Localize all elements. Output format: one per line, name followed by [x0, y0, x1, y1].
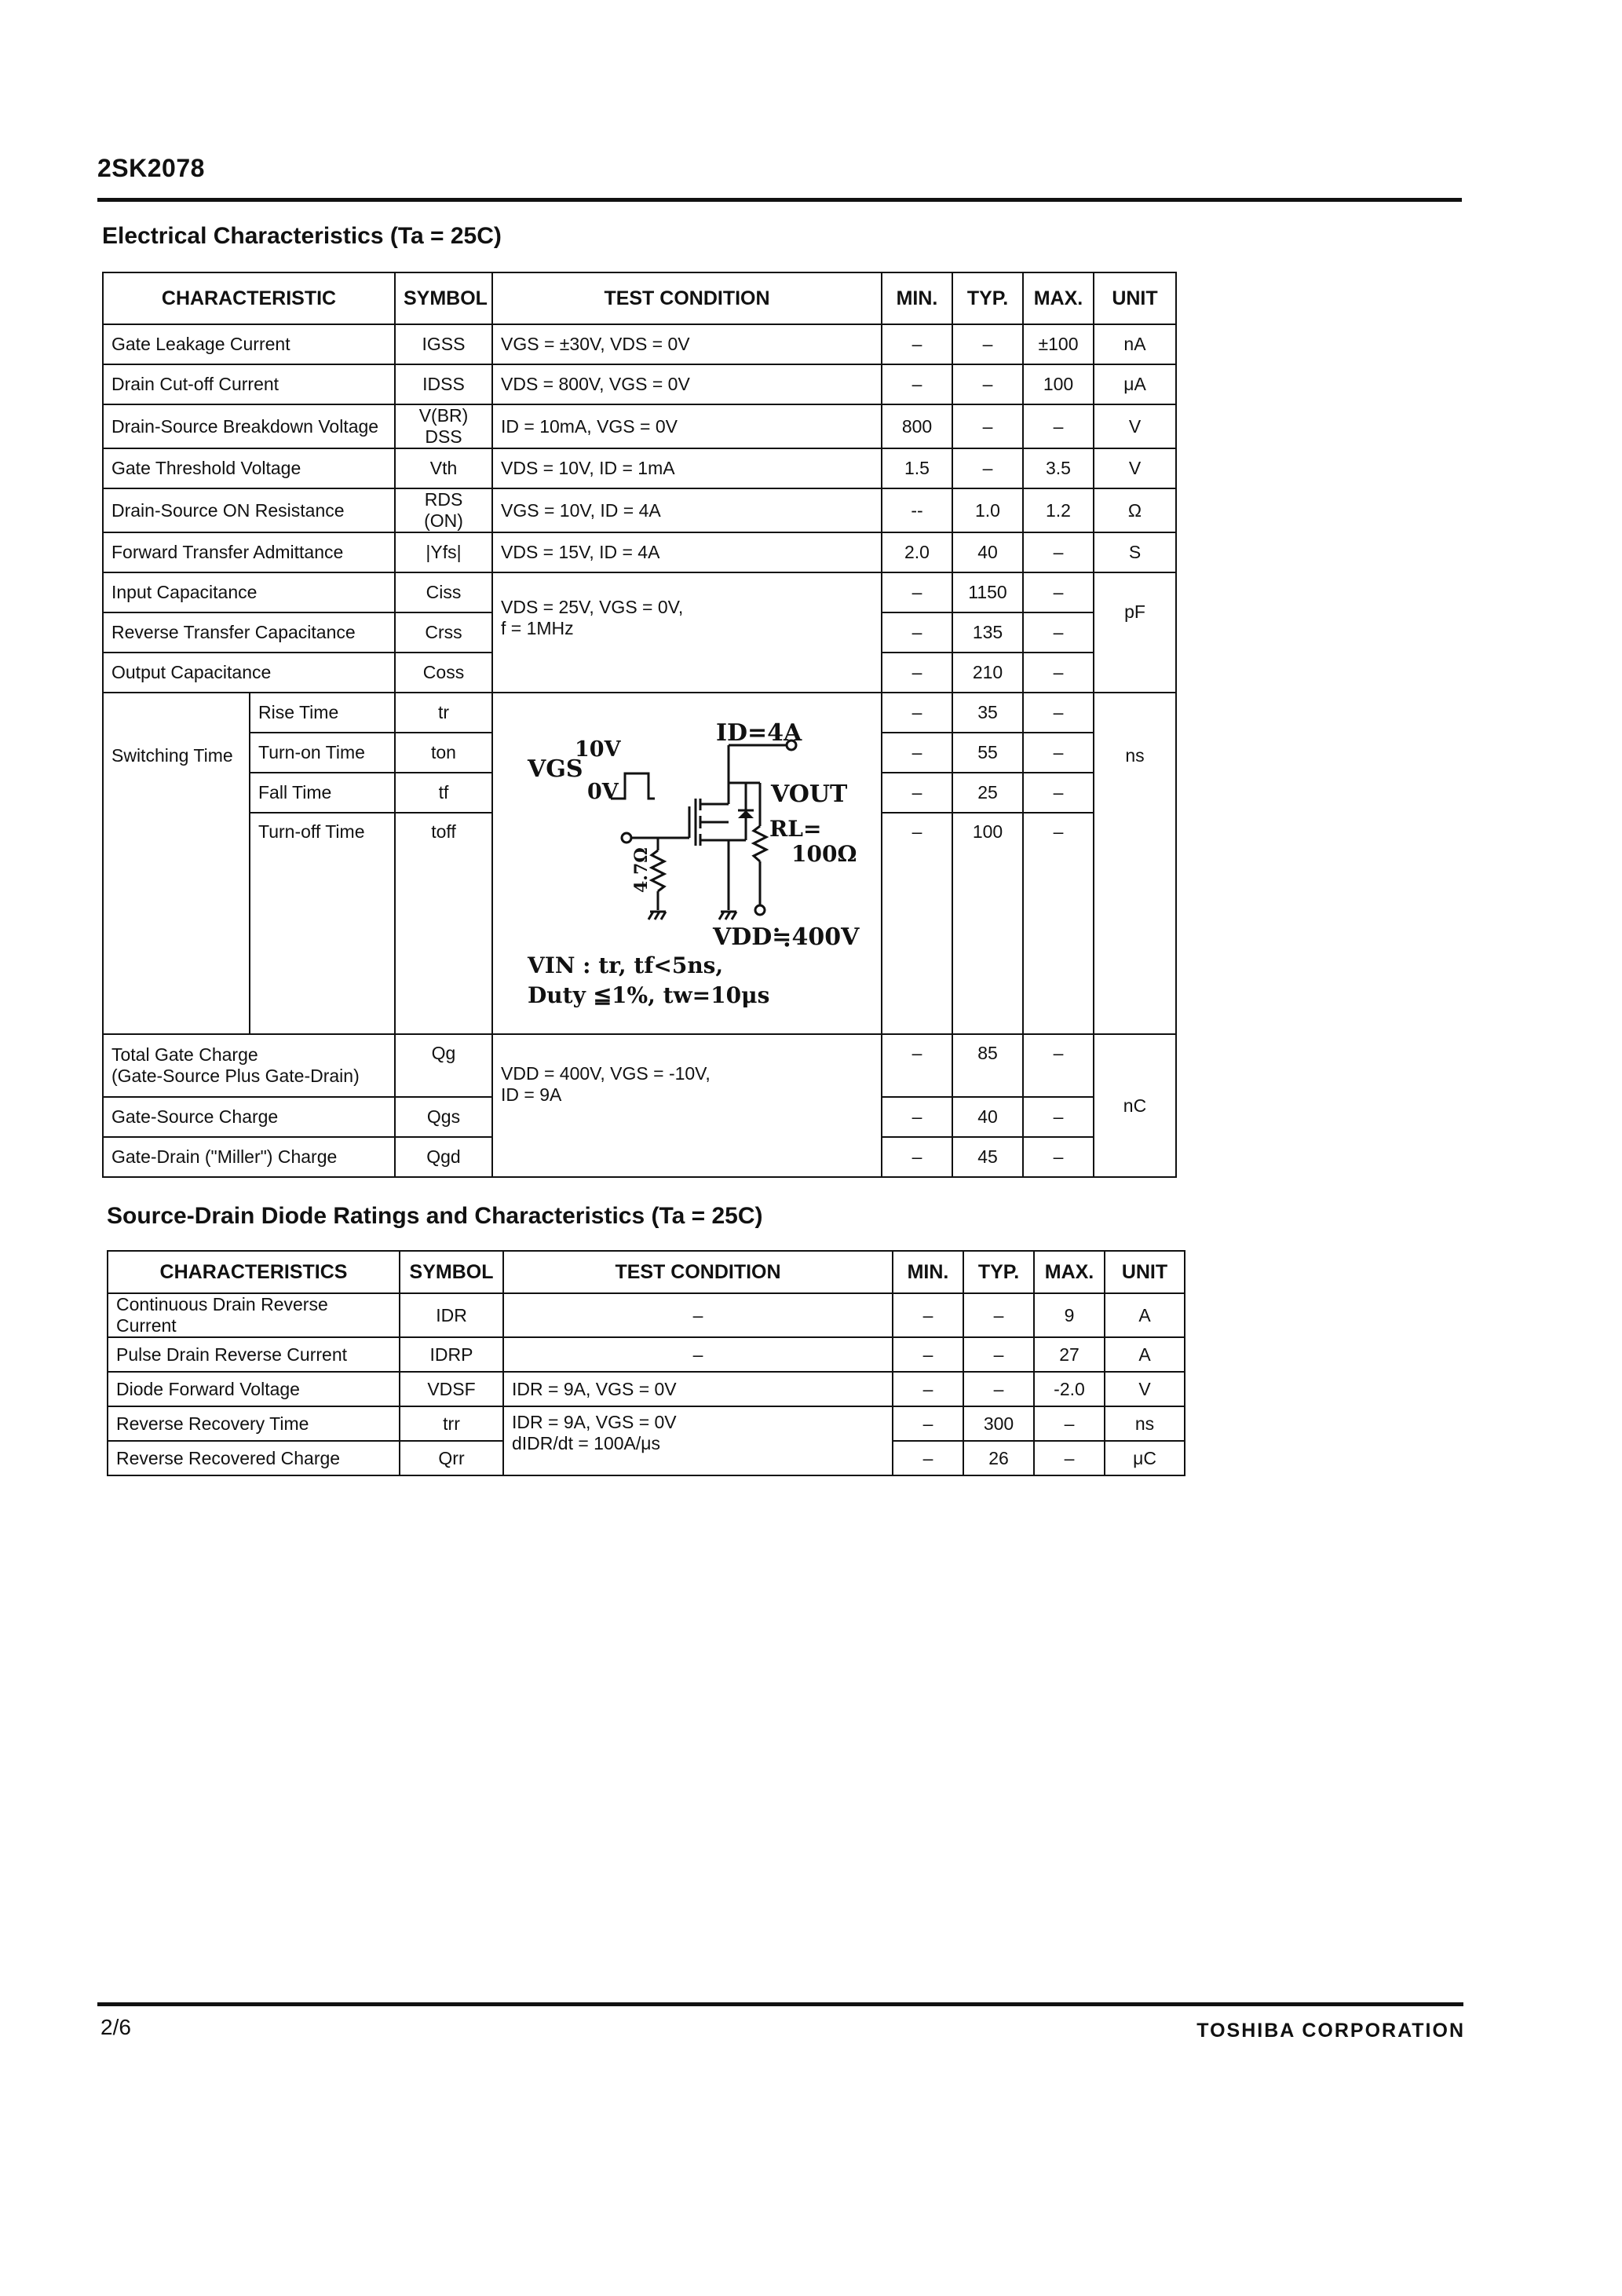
col-characteristics: CHARACTERISTICS	[108, 1251, 400, 1293]
switching-test-circuit	[492, 693, 882, 1034]
row-typ: –	[952, 404, 1023, 448]
circuit-rg: 4.7Ω	[631, 846, 652, 893]
circuit-note1: VIN : tr, tf<5ns,	[528, 952, 724, 978]
gate-charge-condition	[492, 1034, 882, 1177]
table-row	[103, 572, 1176, 612]
row-name: Gate-Drain ("Miller") Charge	[103, 1137, 395, 1177]
recovery-condition	[503, 1406, 893, 1475]
row-condition: IDR = 9A, VGS = 0V	[503, 1372, 893, 1406]
row-unit: μC	[1105, 1441, 1185, 1475]
row-symbol: Qg	[395, 1034, 492, 1097]
row-max: 27	[1034, 1337, 1105, 1372]
part-number: 2SK2078	[97, 154, 205, 182]
electrical-table	[102, 272, 1177, 1178]
row-name: Reverse Recovery Time	[108, 1406, 400, 1441]
row-name: Reverse Recovered Charge	[108, 1441, 400, 1475]
row-typ: –	[963, 1372, 1034, 1406]
row-typ: –	[952, 324, 1023, 364]
row-min: –	[882, 572, 952, 612]
circuit-vout: VOUT	[771, 780, 848, 808]
col-typ: TYP.	[952, 272, 1023, 324]
row-symbol: VDSF	[400, 1372, 503, 1406]
row-typ: 100	[952, 813, 1023, 1034]
row-name: Input Capacitance	[103, 572, 395, 612]
row-min: –	[882, 733, 952, 773]
row-min: 800	[882, 404, 952, 448]
page-number: 2/6	[100, 2015, 131, 2039]
row-min: –	[882, 813, 952, 1034]
row-symbol: Coss	[395, 653, 492, 693]
row-max: 1.2	[1023, 488, 1094, 532]
row-unit: A	[1105, 1293, 1185, 1337]
row-condition: VDS = 15V, ID = 4A	[492, 532, 882, 572]
row-min: –	[882, 653, 952, 693]
row-condition: VGS = 10V, ID = 4A	[492, 488, 882, 532]
row-name	[103, 1034, 395, 1097]
col-unit: UNIT	[1094, 272, 1176, 324]
row-max: –	[1023, 572, 1094, 612]
row-max: –	[1023, 612, 1094, 653]
electrical-title: Electrical Characteristics (Ta = 25C)	[102, 223, 502, 249]
row-max: –	[1023, 733, 1094, 773]
col-unit: UNIT	[1105, 1251, 1185, 1293]
row-max: 3.5	[1023, 448, 1094, 488]
row-typ: 300	[963, 1406, 1034, 1441]
row-symbol: Qrr	[400, 1441, 503, 1475]
row-unit: ns	[1105, 1406, 1185, 1441]
row-typ: –	[963, 1293, 1034, 1337]
row-unit: V	[1094, 404, 1176, 448]
header-rule	[97, 198, 1462, 202]
table-row	[103, 448, 1176, 488]
row-min: –	[882, 324, 952, 364]
footer-rule	[97, 2002, 1463, 2006]
row-condition: –	[503, 1293, 893, 1337]
row-name: Drain Cut-off Current	[103, 364, 395, 404]
row-min: --	[882, 488, 952, 532]
row-typ: 1.0	[952, 488, 1023, 532]
row-condition: VGS = ±30V, VDS = 0V	[492, 324, 882, 364]
row-max: –	[1034, 1406, 1105, 1441]
circuit-note2: Duty ≦1%, tw=10μs	[528, 982, 770, 1008]
gate-charge-unit: nC	[1094, 1034, 1176, 1177]
row-name: Turn-off Time	[250, 813, 395, 1034]
row-typ: 210	[952, 653, 1023, 693]
row-symbol: V(BR) DSS	[395, 404, 492, 448]
table-row	[108, 1293, 1185, 1337]
gate-charge-condition-line1: VDD = 400V, VGS = -10V,	[501, 1063, 711, 1084]
capacitance-condition-line1: VDS = 25V, VGS = 0V,	[501, 597, 684, 617]
row-typ: 85	[952, 1034, 1023, 1097]
table-row	[108, 1372, 1185, 1406]
row-min: –	[882, 1034, 952, 1097]
circuit-0v: 0V	[587, 779, 619, 804]
row-unit: V	[1105, 1372, 1185, 1406]
row-max: ±100	[1023, 324, 1094, 364]
row-name: Continuous Drain Reverse Current	[108, 1293, 400, 1337]
diode-table	[107, 1250, 1185, 1476]
row-unit: nA	[1094, 324, 1176, 364]
table-row	[103, 324, 1176, 364]
row-max: –	[1023, 404, 1094, 448]
row-typ: 1150	[952, 572, 1023, 612]
row-min: –	[882, 1097, 952, 1137]
electrical-header-row	[103, 272, 1176, 324]
row-condition: ID = 10mA, VGS = 0V	[492, 404, 882, 448]
row-name: Gate Threshold Voltage	[103, 448, 395, 488]
capacitance-condition	[492, 572, 882, 693]
row-name: Gate Leakage Current	[103, 324, 395, 364]
row-max: 9	[1034, 1293, 1105, 1337]
row-name-line1: Total Gate Charge	[111, 1044, 258, 1065]
recovery-condition-line1: IDR = 9A, VGS = 0V	[512, 1412, 677, 1432]
row-min: –	[882, 612, 952, 653]
row-max: –	[1023, 653, 1094, 693]
table-row	[108, 1406, 1185, 1441]
row-min: –	[882, 773, 952, 813]
row-symbol: RDS (ON)	[395, 488, 492, 532]
switching-circuit-diagram	[493, 696, 879, 1031]
row-name: Reverse Transfer Capacitance	[103, 612, 395, 653]
company-name: TOSHIBA CORPORATION	[1196, 2020, 1465, 2042]
row-typ: 55	[952, 733, 1023, 773]
row-typ: –	[963, 1337, 1034, 1372]
row-name: Diode Forward Voltage	[108, 1372, 400, 1406]
circuit-vgs: VGS	[528, 755, 583, 783]
row-min: 2.0	[882, 532, 952, 572]
row-min: –	[893, 1372, 963, 1406]
row-min: –	[893, 1293, 963, 1337]
table-row	[103, 404, 1176, 448]
row-name: Forward Transfer Admittance	[103, 532, 395, 572]
row-max: –	[1023, 1097, 1094, 1137]
diode-header-row	[108, 1251, 1185, 1293]
row-typ: 26	[963, 1441, 1034, 1475]
row-symbol: IDSS	[395, 364, 492, 404]
col-max: MAX.	[1034, 1251, 1105, 1293]
row-name: Drain-Source Breakdown Voltage	[103, 404, 395, 448]
col-symbol: SYMBOL	[395, 272, 492, 324]
row-typ: –	[952, 364, 1023, 404]
table-row	[103, 1034, 1176, 1097]
row-max: –	[1023, 813, 1094, 1034]
col-max: MAX.	[1023, 272, 1094, 324]
row-name: Rise Time	[250, 693, 395, 733]
gate-charge-condition-line2: ID = 9A	[501, 1084, 562, 1105]
circuit-rl-value: 100Ω	[791, 840, 857, 867]
row-condition: VDS = 800V, VGS = 0V	[492, 364, 882, 404]
col-min: MIN.	[882, 272, 952, 324]
row-name: Turn-on Time	[250, 733, 395, 773]
table-row	[103, 693, 1176, 733]
row-min: –	[882, 693, 952, 733]
capacitance-condition-line2: f = 1MHz	[501, 618, 574, 638]
row-min: 1.5	[882, 448, 952, 488]
row-symbol: toff	[395, 813, 492, 1034]
circuit-vdd: VDD≒400V	[713, 923, 860, 951]
col-test-condition: TEST CONDITION	[503, 1251, 893, 1293]
row-min: –	[893, 1337, 963, 1372]
row-name: Fall Time	[250, 773, 395, 813]
row-typ: 45	[952, 1137, 1023, 1177]
capacitance-unit: pF	[1094, 572, 1176, 693]
row-typ: 35	[952, 693, 1023, 733]
row-max: –	[1023, 773, 1094, 813]
row-max: -2.0	[1034, 1372, 1105, 1406]
row-symbol: Qgs	[395, 1097, 492, 1137]
col-symbol: SYMBOL	[400, 1251, 503, 1293]
row-unit: V	[1094, 448, 1176, 488]
row-symbol: Qgd	[395, 1137, 492, 1177]
col-test-condition: TEST CONDITION	[492, 272, 882, 324]
row-max: –	[1023, 693, 1094, 733]
col-characteristic: CHARACTERISTIC	[103, 272, 395, 324]
row-max: 100	[1023, 364, 1094, 404]
row-unit: μA	[1094, 364, 1176, 404]
diode-title: Source-Drain Diode Ratings and Characteristics (Ta = 25C)	[107, 1203, 763, 1229]
row-unit: S	[1094, 532, 1176, 572]
row-min: –	[882, 1137, 952, 1177]
row-unit: Ω	[1094, 488, 1176, 532]
row-name: Drain-Source ON Resistance	[103, 488, 395, 532]
row-condition: VDS = 10V, ID = 1mA	[492, 448, 882, 488]
row-typ: 135	[952, 612, 1023, 653]
row-typ: –	[952, 448, 1023, 488]
table-row	[103, 532, 1176, 572]
row-min: –	[893, 1441, 963, 1475]
row-symbol: IGSS	[395, 324, 492, 364]
recovery-condition-line2: dIDR/dt = 100A/μs	[512, 1433, 661, 1453]
row-symbol: ton	[395, 733, 492, 773]
row-condition: –	[503, 1337, 893, 1372]
row-max: –	[1034, 1441, 1105, 1475]
row-typ: 40	[952, 532, 1023, 572]
row-name: Pulse Drain Reverse Current	[108, 1337, 400, 1372]
row-symbol: IDRP	[400, 1337, 503, 1372]
row-symbol: tr	[395, 693, 492, 733]
row-symbol: |Yfs|	[395, 532, 492, 572]
table-row	[103, 364, 1176, 404]
switching-unit: ns	[1094, 693, 1176, 1034]
col-typ: TYP.	[963, 1251, 1034, 1293]
row-name-line2: (Gate-Source Plus Gate-Drain)	[111, 1066, 360, 1086]
row-max: –	[1023, 1034, 1094, 1097]
row-symbol: Vth	[395, 448, 492, 488]
row-symbol: trr	[400, 1406, 503, 1441]
table-row	[103, 488, 1176, 532]
row-symbol: Crss	[395, 612, 492, 653]
row-max: –	[1023, 532, 1094, 572]
circuit-rl: RL=	[769, 815, 822, 842]
row-name: Gate-Source Charge	[103, 1097, 395, 1137]
row-min: –	[893, 1406, 963, 1441]
row-typ: 40	[952, 1097, 1023, 1137]
row-symbol: IDR	[400, 1293, 503, 1337]
circuit-id: ID=4A	[716, 718, 802, 747]
row-name: Output Capacitance	[103, 653, 395, 693]
switching-group-label: Switching Time	[103, 693, 250, 1034]
row-symbol: tf	[395, 773, 492, 813]
circuit-10v: 10V	[575, 737, 621, 762]
col-min: MIN.	[893, 1251, 963, 1293]
row-symbol: Ciss	[395, 572, 492, 612]
row-unit: A	[1105, 1337, 1185, 1372]
row-min: –	[882, 364, 952, 404]
row-max: –	[1023, 1137, 1094, 1177]
table-row	[108, 1337, 1185, 1372]
row-typ: 25	[952, 773, 1023, 813]
